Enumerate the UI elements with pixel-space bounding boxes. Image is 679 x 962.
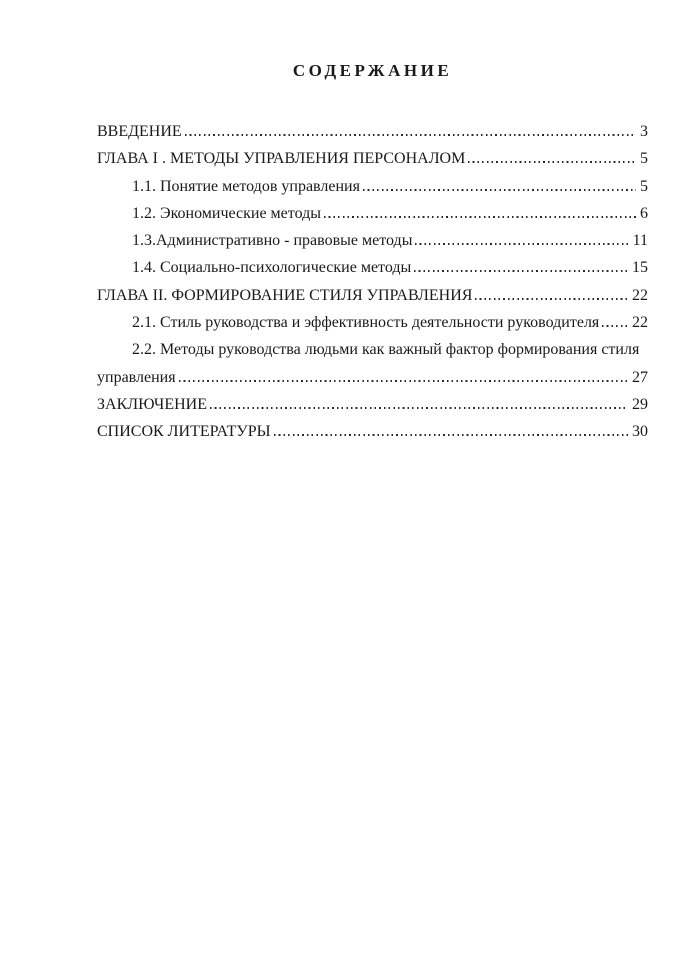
dot-leader	[468, 161, 636, 163]
toc-page-number: 3	[640, 123, 648, 140]
toc-page-number: 11	[632, 232, 648, 250]
toc-page-number: 27	[632, 368, 648, 386]
dot-leader	[475, 298, 628, 300]
toc-page-number: 6	[640, 204, 648, 222]
toc-entry-label: 1.2. Экономические методы	[132, 204, 321, 222]
toc-entry-label: ВВЕДЕНИЕ	[97, 123, 182, 140]
toc-entry-label: управления	[97, 368, 176, 386]
dot-leader	[363, 189, 636, 191]
dot-leader	[602, 325, 628, 327]
toc-page-number: 29	[632, 395, 648, 413]
dot-leader	[324, 216, 636, 218]
toc-entry-label: 1.1. Понятие методов управления	[132, 177, 360, 195]
toc-entry-zaklyuchenie[interactable]	[97, 391, 648, 418]
dot-leader	[414, 270, 628, 272]
page-title: СОДЕРЖАНИЕ	[292, 61, 453, 80]
dot-leader	[179, 380, 628, 382]
toc-page-number: 5	[640, 177, 648, 195]
toc-entry-vvedenie[interactable]	[97, 118, 648, 145]
toc-entry-2-1[interactable]	[97, 309, 648, 336]
toc-entry-1-2[interactable]	[97, 200, 648, 227]
dot-leader	[185, 134, 636, 136]
toc-entry-label: ГЛАВА II. ФОРМИРОВАНИЕ СТИЛЯ УПРАВЛЕНИЯ	[97, 286, 473, 304]
toc-entry-label: СПИСОК ЛИТЕРАТУРЫ	[97, 423, 271, 441]
toc-entry-label: ГЛАВА I . МЕТОДЫ УПРАВЛЕНИЯ ПЕРСОНАЛОМ	[97, 150, 466, 168]
dot-leader	[415, 243, 628, 245]
toc-entry-1-3[interactable]	[97, 227, 648, 254]
dot-leader	[210, 407, 628, 409]
toc-page-number: 15	[632, 259, 648, 277]
toc-page-number: 5	[640, 150, 648, 168]
table-of-contents	[97, 118, 648, 446]
toc-page-number: 30	[632, 423, 648, 441]
toc-entry-glava-2[interactable]	[97, 282, 648, 309]
toc-page-number: 22	[632, 286, 648, 304]
toc-entry-1-4[interactable]	[97, 254, 648, 281]
toc-entry-glava-1[interactable]	[97, 145, 648, 172]
toc-entry-label: 1.4. Социально-психологические методы	[132, 259, 412, 277]
toc-entry-label: 2.2. Методы руководства людьми как важный фактор формирования стиля	[132, 341, 640, 359]
toc-entry-2-2-line2[interactable]	[97, 364, 648, 391]
toc-page-number: 22	[632, 314, 648, 332]
toc-entry-label: ЗАКЛЮЧЕНИЕ	[97, 395, 207, 413]
dot-leader	[274, 434, 628, 436]
toc-entry-1-1[interactable]	[97, 173, 648, 200]
toc-entry-label: 1.3.Административно - правовые методы	[132, 232, 413, 250]
toc-entry-spisok-literatury[interactable]	[97, 418, 648, 445]
toc-entry-2-2-line1[interactable]	[97, 336, 648, 363]
toc-entry-label: 2.1. Стиль руководства и эффективность деятельности руководителя	[132, 314, 600, 332]
